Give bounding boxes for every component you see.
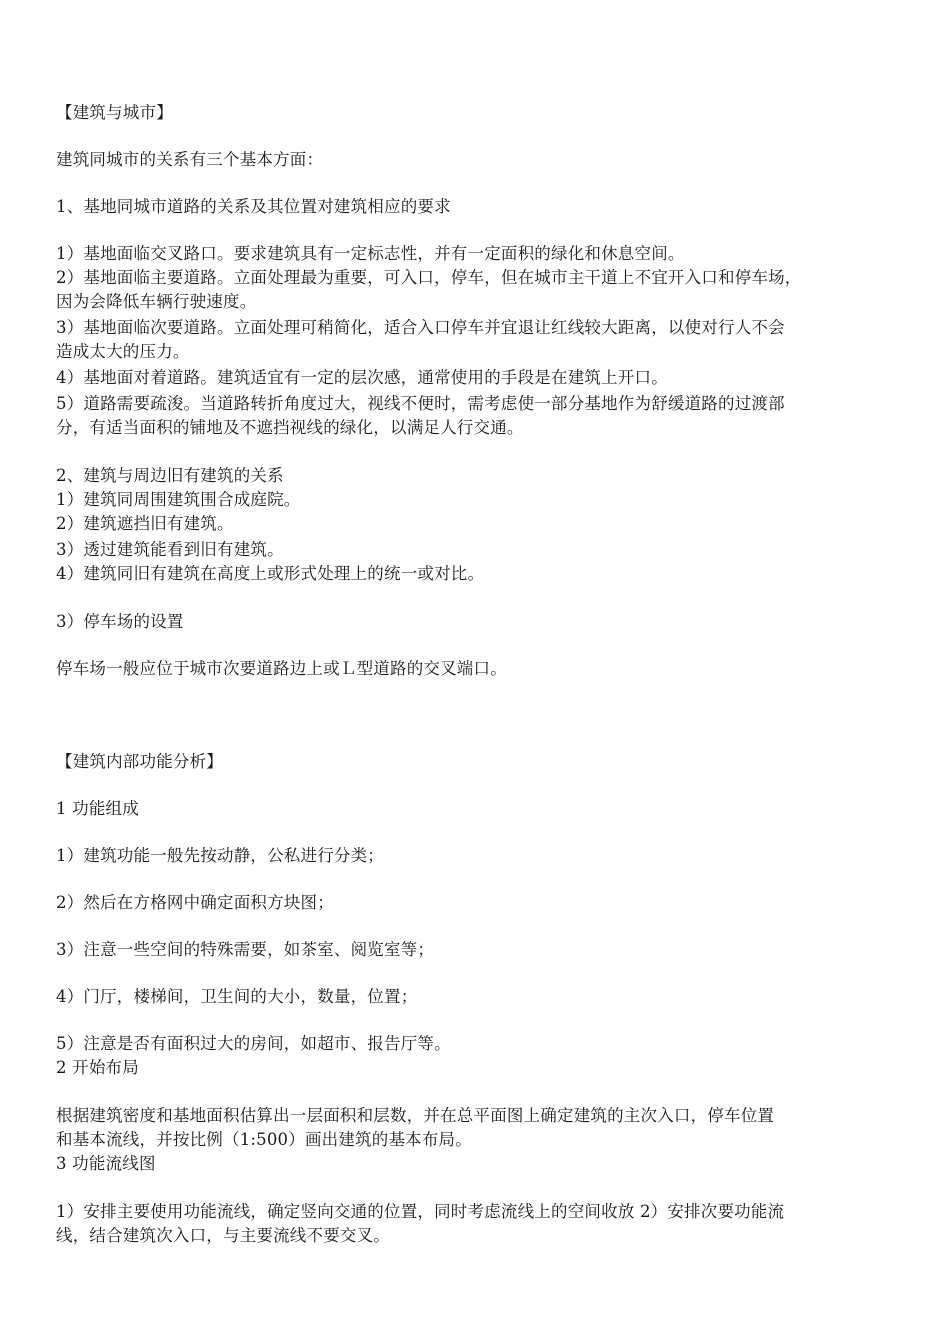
part1-item-line: 4）基地面对着道路。建筑适宜有一定的层次感，通常使用的手段是在建筑上开口。 <box>56 368 668 387</box>
part2-item-line: 3）透过建筑能看到旧有建筑。 <box>56 540 284 559</box>
part2-item-line: 4）建筑同旧有建筑在高度上或形式处理上的统一或对比。 <box>56 564 485 583</box>
part2-title: 2、建筑与周边旧有建筑的关系 <box>56 466 284 485</box>
sub2-line: 根据建筑密度和基地面积估算出一层面积和层数，并在总平面图上确定建筑的主次入口，停车位置 <box>56 1106 775 1125</box>
part1-item-line: 造成太大的压力。 <box>56 342 190 361</box>
sub1-item-line: 2）然后在方格网中确定面积方块图； <box>56 893 334 912</box>
part1-item-line: 1）基地面临交叉路口。要求建筑具有一定标志性，并有一定面积的绿化和休息空间。 <box>56 244 685 263</box>
part1-item-line: 因为会降低车辆行驶速度。 <box>56 292 257 311</box>
sub1-title: 1 功能组成 <box>56 799 139 818</box>
part1-item-line: 2）基地面临主要道路。立面处理最为重要，可入口，停车，但在城市主干道上不宜开入口和停车场， <box>56 268 802 287</box>
sub2-line: 和基本流线，并按比例（1:500）画出建筑的基本布局。 <box>56 1130 472 1149</box>
sub1-item-line: 4）门厅，楼梯间，卫生间的大小，数量，位置； <box>56 987 418 1006</box>
sub3-line: 线，结合建筑次入口，与主要流线不要交叉。 <box>56 1226 390 1245</box>
sub3-title: 3 功能流线图 <box>56 1154 156 1173</box>
intro-paragraph: 建筑同城市的关系有三个基本方面： <box>56 150 324 169</box>
sub1-item-line: 3）注意一些空间的特殊需要，如茶室、阅览室等； <box>56 940 435 959</box>
part1-item-line: 5）道路需要疏浚。当道路转折角度过大，视线不便时，需考虑使一部分基地作为舒缓道路的过渡部 <box>56 394 785 413</box>
section-heading-architecture-city: 【建筑与城市】 <box>56 103 173 122</box>
part3-title: 3）停车场的设置 <box>56 612 184 631</box>
part2-item-line: 2）建筑遮挡旧有建筑。 <box>56 514 234 533</box>
sub1-item-line: 1）建筑功能一般先按动静，公私进行分类； <box>56 846 384 865</box>
part2-item-line: 1）建筑同周围建筑围合成庭院。 <box>56 490 301 509</box>
sub1-item-line: 5）注意是否有面积过大的房间，如超市、报告厅等。 <box>56 1034 451 1053</box>
sub3-line: 1）安排主要使用功能流线，确定竖向交通的位置，同时考虑流线上的空间收放 2）安排次要功能流 <box>56 1202 785 1221</box>
section-heading-internal-function: 【建筑内部功能分析】 <box>56 752 223 771</box>
part1-title: 1、基地同城市道路的关系及其位置对建筑相应的要求 <box>56 197 451 216</box>
sub2-title: 2 开始布局 <box>56 1058 139 1077</box>
part1-item-line: 3）基地面临次要道路。立面处理可稍简化，适合入口停车并宜退让红线较大距离，以使对行人不会 <box>56 318 785 337</box>
part3-text: 停车场一般应位于城市次要道路边上或Ｌ型道路的交叉端口。 <box>56 659 507 678</box>
part1-item-line: 分，有适当面积的铺地及不遮挡视线的绿化，以满足人行交通。 <box>56 418 524 437</box>
